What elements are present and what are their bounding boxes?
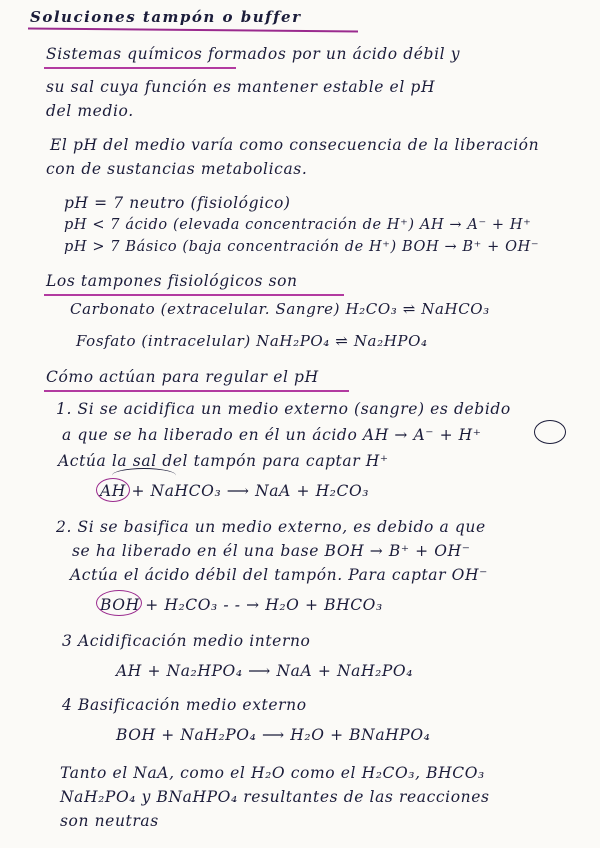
text-line: Actúa la sal del tampón para captar H⁺ (58, 452, 389, 470)
highlight-underline (44, 390, 349, 392)
text-line: son neutras (60, 812, 159, 830)
text-line: Fosfato (intracelular) NaH₂PO₄ ⇌ Na₂HPO₄ (76, 332, 428, 350)
curved-arrow-annotation (112, 468, 176, 483)
section-heading: Cómo actúan para regular el pH (46, 368, 319, 386)
highlight-underline (44, 294, 344, 296)
reaction-line: AH + NaHCO₃ ⟶ NaA + H₂CO₃ (100, 482, 370, 500)
text-line: 1. Si se acidifica un medio externo (sangre) es debido (56, 400, 511, 418)
text-line: Carbonato (extracelular. Sangre) H₂CO₃ ⇌ NaHCO₃ (70, 300, 490, 318)
text-line: Sistemas químicos formados por un ácido débil y (46, 45, 461, 63)
reaction-line: BOH + H₂CO₃ - - → H₂O + BHCO₃ (100, 596, 383, 614)
text-line: pH < 7 ácido (elevada concentración de H⁺) AH → A⁻ + H⁺ (64, 217, 532, 233)
text-line: con de sustancias metabolicas. (46, 160, 308, 178)
text-line: El pH del medio varía como consecuencia de la liberación (50, 136, 540, 154)
text-line: pH > 7 Básico (baja concentración de H⁺) BOH → B⁺ + OH⁻ (64, 239, 540, 255)
text-line: se ha liberado en él una base BOH → B⁺ + OH⁻ (72, 542, 471, 560)
page-title: Soluciones tampón o buffer (30, 8, 302, 26)
section-heading: Los tampones fisiológicos son (46, 272, 298, 290)
text-line: 3 Acidificación medio interno (62, 632, 311, 650)
text-line: Tanto el NaA, como el H₂O como el H₂CO₃, BHCO₃ (60, 764, 485, 782)
text-line: a que se ha liberado en él un ácido AH → A⁻ + H⁺ (62, 426, 482, 444)
highlight-underline (44, 67, 236, 69)
text-line: 2. Si se basifica un medio externo, es debido a que (56, 518, 486, 536)
text-line: NaH₂PO₄ y BNaHPO₄ resultantes de las reacciones (60, 788, 490, 806)
reaction-line: BOH + NaH₂PO₄ ⟶ H₂O + BNaHPO₄ (116, 726, 431, 744)
text-line: su sal cuya función es mantener estable el pH (46, 78, 436, 96)
reaction-line: AH + Na₂HPO₄ ⟶ NaA + NaH₂PO₄ (116, 662, 414, 680)
text-line: del medio. (46, 102, 134, 120)
text-line: pH = 7 neutro (fisiológico) (64, 194, 291, 212)
circle-annotation (96, 590, 142, 616)
text-line: Actúa el ácido débil del tampón. Para captar OH⁻ (70, 566, 488, 584)
circle-annotation (534, 420, 566, 444)
text-line: 4 Basificación medio externo (62, 696, 307, 714)
title-underline (28, 28, 358, 33)
